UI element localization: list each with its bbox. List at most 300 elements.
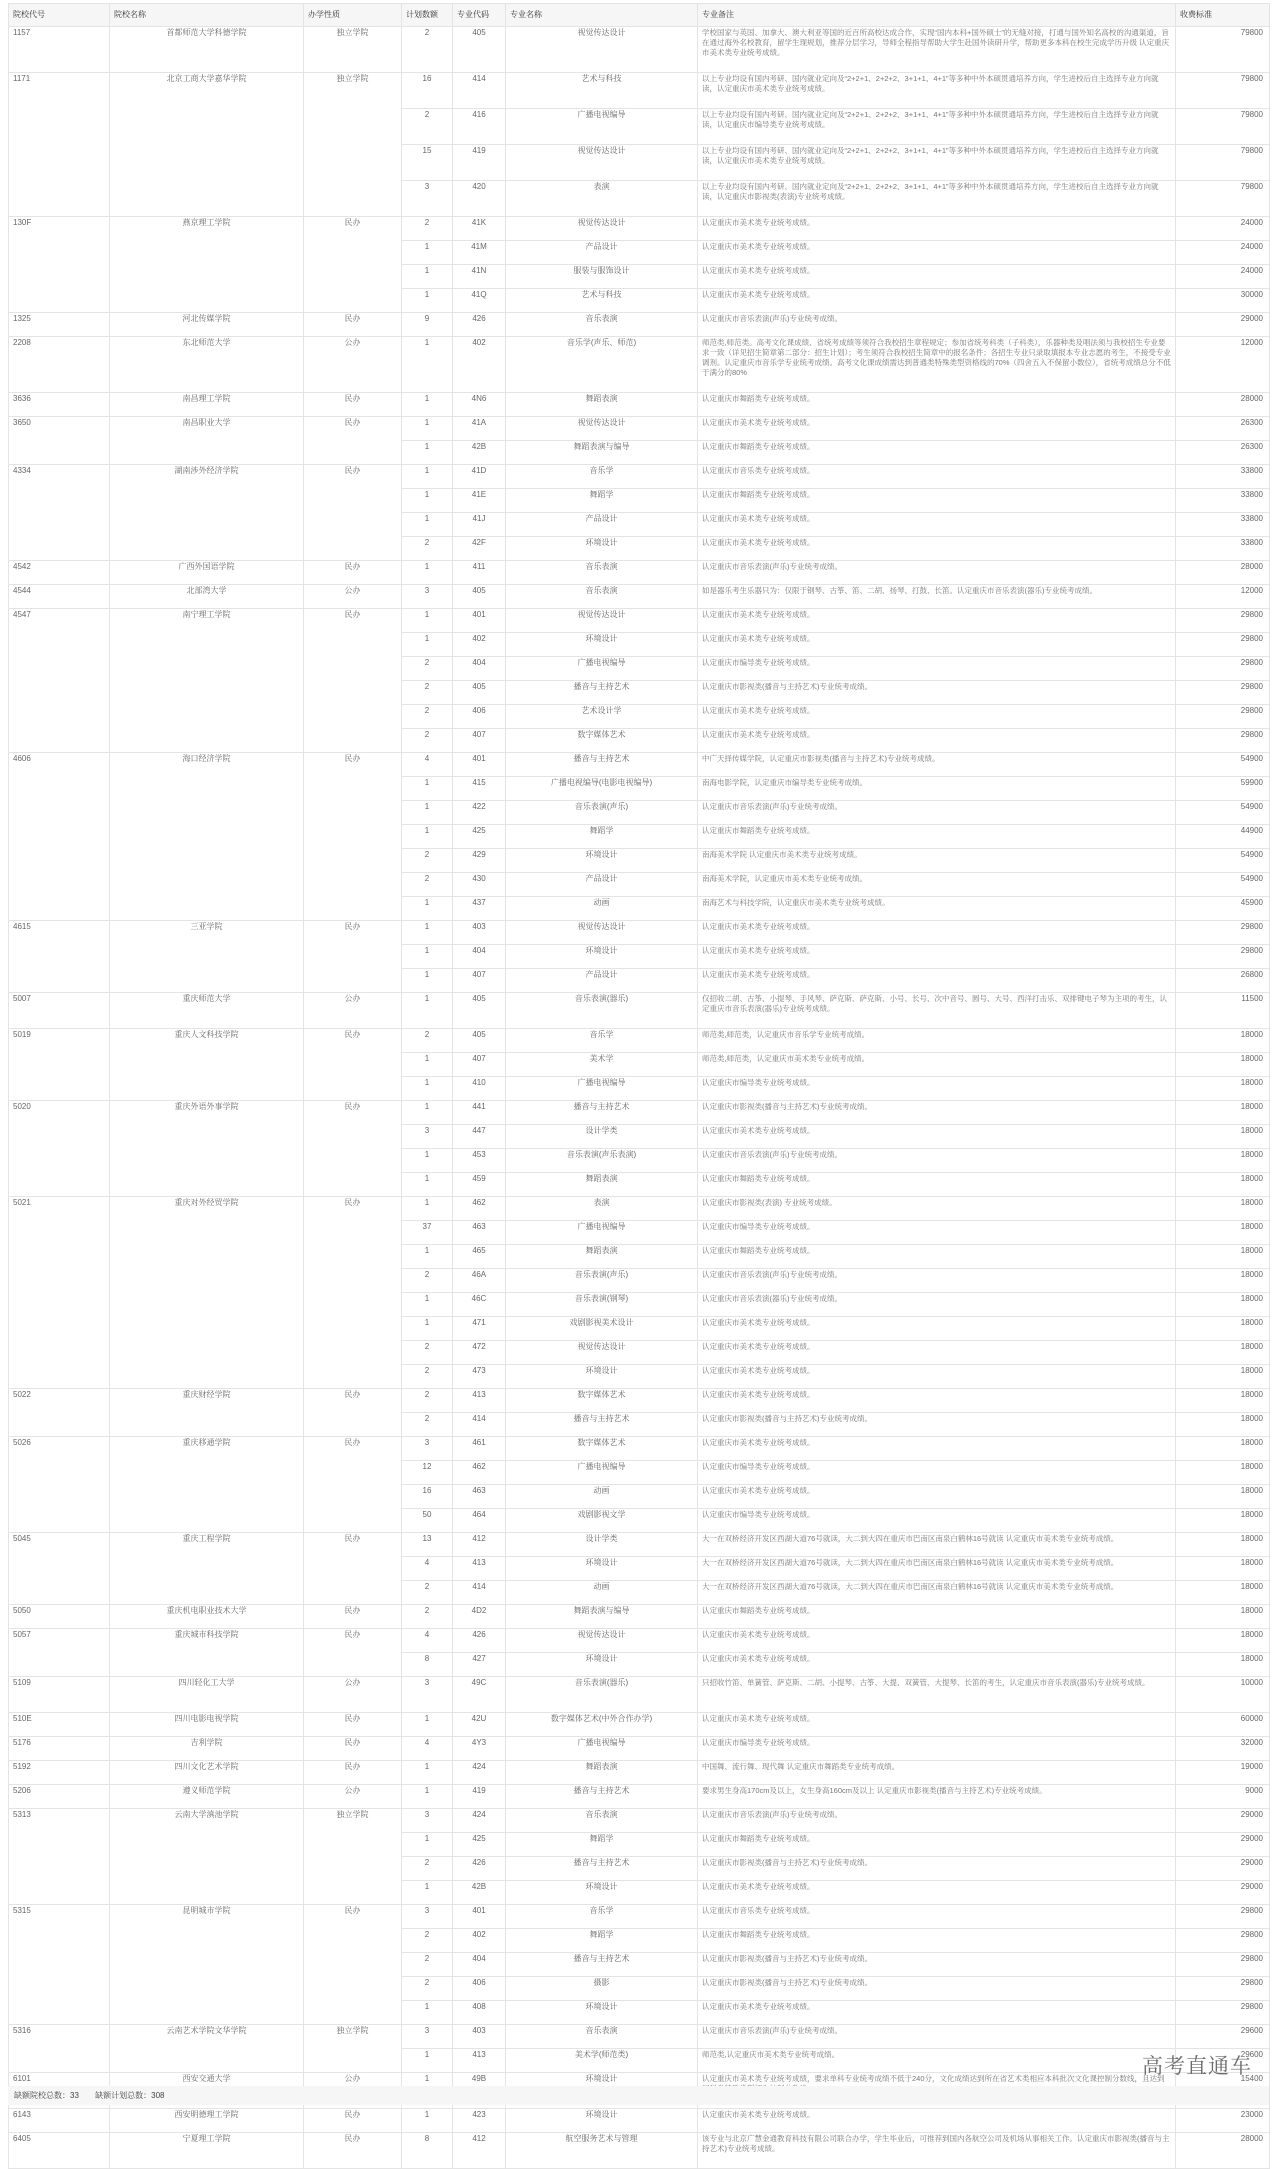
major-note-cell: 认定重庆市影视类(表演) 专业统考成绩。 xyxy=(698,1197,1176,1221)
major-name-cell: 播音与主持艺术 xyxy=(506,681,698,705)
school-nature-cell: 民办 xyxy=(304,2133,402,2169)
major-code-cell: 49B xyxy=(453,2073,506,2109)
plan-count-cell: 2 xyxy=(402,705,453,729)
major-code-cell: 427 xyxy=(453,1653,506,1677)
school-name-cell: 云南艺术学院文华学院 xyxy=(110,2025,304,2073)
school-name-cell: 河北传媒学院 xyxy=(110,313,304,337)
major-name-cell: 戏剧影视文学 xyxy=(506,1509,698,1533)
major-note-cell: 认定重庆市美术类专业统考成绩。 xyxy=(698,969,1176,993)
school-name-cell: 重庆机电职业技术大学 xyxy=(110,1605,304,1629)
major-note-cell: 认定重庆市美术类专业统考成绩。 xyxy=(698,2001,1176,2025)
school-code-cell: 4544 xyxy=(9,585,110,609)
major-note-cell: 认定重庆市舞蹈类专业统考成绩。 xyxy=(698,441,1176,465)
plan-count-cell: 3 xyxy=(402,1809,453,1833)
school-code-cell: 5007 xyxy=(9,993,110,1029)
major-code-cell: 402 xyxy=(453,1929,506,1953)
plan-count-cell: 16 xyxy=(402,1485,453,1509)
major-code-cell: 41N xyxy=(453,265,506,289)
major-name-cell: 产品设计 xyxy=(506,969,698,993)
col-header-plan[interactable]: 计划数额 xyxy=(402,4,453,27)
table-row xyxy=(9,217,1270,241)
school-name-cell: 南宁理工学院 xyxy=(110,609,304,753)
major-note-cell: 认定重庆市影视类(播音与主持艺术)专业统考成绩。 xyxy=(698,1413,1176,1437)
major-code-cell: 42B xyxy=(453,1881,506,1905)
fee-cell: 18000 xyxy=(1176,1533,1270,1557)
fee-cell: 29800 xyxy=(1176,2001,1270,2025)
fee-cell: 79800 xyxy=(1176,73,1270,109)
major-note-cell: 南海电影学院，认定重庆市编导类专业统考成绩。 xyxy=(698,777,1176,801)
fee-cell: 79800 xyxy=(1176,109,1270,145)
school-name-cell: 首都师范大学科德学院 xyxy=(110,27,304,73)
major-name-cell: 音乐表演 xyxy=(506,2025,698,2049)
fee-cell: 23000 xyxy=(1176,2109,1270,2133)
col-header-fee[interactable]: 收费标准 xyxy=(1176,4,1270,27)
fee-cell: 18000 xyxy=(1176,1221,1270,1245)
major-note-cell: 认定重庆市音乐表演(声乐)专业统考成绩。 xyxy=(698,1149,1176,1173)
school-name-cell: 重庆对外经贸学院 xyxy=(110,1197,304,1389)
school-nature-cell: 民办 xyxy=(304,1605,402,1629)
table-row xyxy=(9,1905,1270,1929)
school-code-cell: 5192 xyxy=(9,1761,110,1785)
school-nature-cell: 民办 xyxy=(304,1905,402,2025)
fee-cell: 18000 xyxy=(1176,1653,1270,1677)
major-name-cell: 广播电视编导 xyxy=(506,109,698,145)
major-code-cell: 447 xyxy=(453,1125,506,1149)
major-code-cell: 430 xyxy=(453,873,506,897)
major-code-cell: 405 xyxy=(453,681,506,705)
major-name-cell: 表演 xyxy=(506,181,698,217)
major-code-cell: 419 xyxy=(453,145,506,181)
school-code-cell: 1325 xyxy=(9,313,110,337)
major-name-cell: 环境设计 xyxy=(506,2073,698,2109)
table-row xyxy=(9,393,1270,417)
school-code-cell: 5313 xyxy=(9,1809,110,1905)
major-code-cell: 406 xyxy=(453,1977,506,2001)
major-name-cell: 舞蹈表演 xyxy=(506,393,698,417)
major-name-cell: 播音与主持艺术 xyxy=(506,1101,698,1125)
school-code-cell: 5019 xyxy=(9,1029,110,1101)
fee-cell: 9000 xyxy=(1176,1785,1270,1809)
school-code-cell: 1157 xyxy=(9,27,110,73)
table-row xyxy=(9,1101,1270,1125)
major-code-cell: 426 xyxy=(453,1629,506,1653)
plan-count-cell: 12 xyxy=(402,1461,453,1485)
school-code-cell: 1171 xyxy=(9,73,110,217)
major-code-cell: 402 xyxy=(453,337,506,393)
major-note-cell: 认定重庆市美术类专业统考成绩。 xyxy=(698,513,1176,537)
col-header-major-code[interactable]: 专业代码 xyxy=(453,4,506,27)
fee-cell: 32000 xyxy=(1176,1737,1270,1761)
fee-cell: 29800 xyxy=(1176,633,1270,657)
plan-count-cell: 1 xyxy=(402,1077,453,1101)
major-code-cell: 462 xyxy=(453,1461,506,1485)
school-nature-cell: 独立学院 xyxy=(304,27,402,73)
major-code-cell: 41Q xyxy=(453,289,506,313)
major-code-cell: 403 xyxy=(453,2025,506,2049)
major-name-cell: 数字媒体艺术 xyxy=(506,1437,698,1461)
school-nature-cell: 民办 xyxy=(304,609,402,753)
major-note-cell: 认定重庆市美术类专业统考成绩。 xyxy=(698,1629,1176,1653)
major-code-cell: 403 xyxy=(453,921,506,945)
major-note-cell: 认定重庆市编导类专业统考成绩。 xyxy=(698,1077,1176,1101)
major-code-cell: 401 xyxy=(453,1905,506,1929)
fee-cell: 24000 xyxy=(1176,265,1270,289)
fee-cell: 29000 xyxy=(1176,1881,1270,1905)
fee-cell: 60000 xyxy=(1176,1713,1270,1737)
school-name-cell: 燕京理工学院 xyxy=(110,217,304,313)
major-note-cell: 该专业与北京广慧金通教育科技有限公司联合办学，学生毕业后，可推荐到国内各航空公司及机场从事相关工作。认定重庆市影视类(播音与主持艺术)专业统考成绩。 xyxy=(698,2133,1176,2169)
school-name-cell: 西安交通大学 xyxy=(110,2073,304,2109)
major-name-cell: 设计学类 xyxy=(506,1125,698,1149)
major-note-cell: 认定重庆市音乐类专业统考成绩。 xyxy=(698,1905,1176,1929)
major-code-cell: 453 xyxy=(453,1149,506,1173)
plan-count-cell: 2 xyxy=(402,537,453,561)
vacant-school-count: 缺额院校总数：33 xyxy=(14,2091,79,2100)
major-name-cell: 视觉传达设计 xyxy=(506,609,698,633)
major-name-cell: 音乐表演(钢琴) xyxy=(506,1293,698,1317)
major-note-cell: 认定重庆市美术类专业统考成绩。 xyxy=(698,1485,1176,1509)
major-note-cell: 认定重庆市美术类专业统考成绩。 xyxy=(698,1365,1176,1389)
fee-cell: 28000 xyxy=(1176,2133,1270,2169)
fee-cell: 18000 xyxy=(1176,1269,1270,1293)
col-header-school-name[interactable]: 院校名称 xyxy=(110,4,304,27)
major-code-cell: 401 xyxy=(453,753,506,777)
fee-cell: 28000 xyxy=(1176,561,1270,585)
major-code-cell: 414 xyxy=(453,1413,506,1437)
major-name-cell: 视觉传达设计 xyxy=(506,921,698,945)
fee-cell: 18000 xyxy=(1176,1341,1270,1365)
school-code-cell: 3636 xyxy=(9,393,110,417)
table-row xyxy=(9,1713,1270,1737)
fee-cell: 29800 xyxy=(1176,657,1270,681)
plan-count-cell: 1 xyxy=(402,1713,453,1737)
plan-count-cell: 1 xyxy=(402,465,453,489)
major-note-cell: 认定重庆市编导类专业统考成绩。 xyxy=(698,1461,1176,1485)
major-name-cell: 环境设计 xyxy=(506,1653,698,1677)
school-code-cell: 130F xyxy=(9,217,110,313)
major-code-cell: 407 xyxy=(453,969,506,993)
major-note-cell: 认定重庆市舞蹈类专业统考成绩。 xyxy=(698,1605,1176,1629)
school-nature-cell: 独立学院 xyxy=(304,73,402,217)
fee-cell: 18000 xyxy=(1176,1173,1270,1197)
major-note-cell: 南海美术学院，认定重庆市美术类专业统考成绩。 xyxy=(698,873,1176,897)
fee-cell: 79800 xyxy=(1176,145,1270,181)
fee-cell: 44900 xyxy=(1176,825,1270,849)
school-name-cell: 海口经济学院 xyxy=(110,753,304,921)
major-code-cell: 462 xyxy=(453,1197,506,1221)
plan-count-cell: 1 xyxy=(402,2001,453,2025)
plan-count-cell: 2 xyxy=(402,1029,453,1053)
school-name-cell: 重庆移通学院 xyxy=(110,1437,304,1533)
school-nature-cell: 民办 xyxy=(304,313,402,337)
plan-count-cell: 4 xyxy=(402,1557,453,1581)
major-code-cell: 413 xyxy=(453,1389,506,1413)
plan-count-cell: 1 xyxy=(402,801,453,825)
fee-cell: 26300 xyxy=(1176,417,1270,441)
plan-count-cell: 2 xyxy=(402,873,453,897)
major-name-cell: 环境设计 xyxy=(506,2109,698,2133)
school-name-cell: 宁夏理工学院 xyxy=(110,2133,304,2169)
plan-count-cell: 50 xyxy=(402,1509,453,1533)
fee-cell: 18000 xyxy=(1176,1053,1270,1077)
major-note-cell: 认定重庆市美术类专业统考成绩。 xyxy=(698,633,1176,657)
major-note-cell: 认定重庆市舞蹈类专业统考成绩。 xyxy=(698,1173,1176,1197)
major-code-cell: 425 xyxy=(453,825,506,849)
plan-count-cell: 2 xyxy=(402,681,453,705)
fee-cell: 18000 xyxy=(1176,1245,1270,1269)
major-code-cell: 437 xyxy=(453,897,506,921)
major-name-cell: 视觉传达设计 xyxy=(506,1629,698,1653)
major-name-cell: 广播电视编导 xyxy=(506,657,698,681)
fee-cell: 18000 xyxy=(1176,1365,1270,1389)
fee-cell: 12000 xyxy=(1176,337,1270,393)
major-code-cell: 42F xyxy=(453,537,506,561)
major-name-cell: 播音与主持艺术 xyxy=(506,1857,698,1881)
major-code-cell: 4D2 xyxy=(453,1605,506,1629)
major-note-cell: 认定重庆市美术类专业统考成绩。 xyxy=(698,241,1176,265)
plan-count-cell: 2 xyxy=(402,1977,453,2001)
major-note-cell: 认定重庆市编导类专业统考成绩。 xyxy=(698,1509,1176,1533)
summary-footer xyxy=(8,2086,1269,2105)
plan-count-cell: 1 xyxy=(402,289,453,313)
major-code-cell: 413 xyxy=(453,2049,506,2073)
major-code-cell: 471 xyxy=(453,1317,506,1341)
watermark-logo: 高考直通车 xyxy=(1142,2054,1252,2078)
major-note-cell: 认定重庆市影视类(播音与主持艺术)专业统考成绩。 xyxy=(698,1953,1176,1977)
fee-cell: 29000 xyxy=(1176,1833,1270,1857)
plan-count-cell: 1 xyxy=(402,1833,453,1857)
major-code-cell: 413 xyxy=(453,1557,506,1581)
major-note-cell: 认定重庆市音乐表演(声乐)专业统考成绩。 xyxy=(698,313,1176,337)
school-nature-cell: 公办 xyxy=(304,585,402,609)
major-code-cell: 406 xyxy=(453,705,506,729)
fee-cell: 18000 xyxy=(1176,1461,1270,1485)
fee-cell: 29600 xyxy=(1176,2049,1270,2073)
table-row xyxy=(9,585,1270,609)
col-header-note[interactable]: 专业备注 xyxy=(698,4,1176,27)
major-name-cell: 广播电视编导 xyxy=(506,1737,698,1761)
major-code-cell: 473 xyxy=(453,1365,506,1389)
table-body xyxy=(9,27,1270,2169)
major-code-cell: 464 xyxy=(453,1509,506,1533)
plan-count-cell: 8 xyxy=(402,2133,453,2169)
major-code-cell: 472 xyxy=(453,1341,506,1365)
major-note-cell: 认定重庆市舞蹈类专业统考成绩。 xyxy=(698,489,1176,513)
school-name-cell: 重庆师范大学 xyxy=(110,993,304,1029)
major-note-cell: 如是器乐考生乐器只为：仅限于钢琴、古筝、笛、二胡、扬琴、打鼓、长笛。认定重庆市音乐表演(器乐)专业统考成绩。 xyxy=(698,585,1176,609)
fee-cell: 29800 xyxy=(1176,609,1270,633)
school-code-cell: 4334 xyxy=(9,465,110,561)
major-note-cell: 以上专业均设有国内考研、国内就业定向及“2+2+1、2+2+2、3+1+1、4+1”等多种中外本硕贯通培养方向，学生进校后自主选择专业方向就读，认定重庆市编导类专业统考成绩。 xyxy=(698,109,1176,145)
fee-cell: 59900 xyxy=(1176,777,1270,801)
major-name-cell: 航空服务艺术与管理 xyxy=(506,2133,698,2169)
plan-count-cell: 1 xyxy=(402,1173,453,1197)
major-name-cell: 视觉传达设计 xyxy=(506,217,698,241)
major-note-cell: 认定重庆市美术类专业统考成绩。 xyxy=(698,417,1176,441)
plan-count-cell: 2 xyxy=(402,1413,453,1437)
major-name-cell: 摄影 xyxy=(506,1977,698,2001)
fee-cell: 19000 xyxy=(1176,1761,1270,1785)
table-row xyxy=(9,417,1270,441)
school-code-cell: 3650 xyxy=(9,417,110,465)
plan-count-cell: 15 xyxy=(402,145,453,181)
fee-cell: 29800 xyxy=(1176,681,1270,705)
plan-count-cell: 16 xyxy=(402,73,453,109)
fee-cell: 54900 xyxy=(1176,801,1270,825)
school-code-cell: 4615 xyxy=(9,921,110,993)
major-note-cell: 认定重庆市美术类专业统考成绩。 xyxy=(698,609,1176,633)
plan-count-cell: 1 xyxy=(402,1761,453,1785)
school-name-cell: 重庆城市科技学院 xyxy=(110,1629,304,1677)
major-name-cell: 舞蹈学 xyxy=(506,489,698,513)
major-code-cell: 41A xyxy=(453,417,506,441)
major-note-cell: 认定重庆市舞蹈类专业统考成绩。 xyxy=(698,825,1176,849)
major-code-cell: 4N6 xyxy=(453,393,506,417)
major-note-cell: 师范类,师范类，认定重庆市美术类专业统考成绩。 xyxy=(698,1053,1176,1077)
major-name-cell: 数字媒体艺术 xyxy=(506,1389,698,1413)
school-nature-cell: 公办 xyxy=(304,993,402,1029)
major-code-cell: 426 xyxy=(453,1857,506,1881)
plan-count-cell: 1 xyxy=(402,393,453,417)
plan-count-cell: 1 xyxy=(402,969,453,993)
plan-count-cell: 1 xyxy=(402,265,453,289)
table-row xyxy=(9,1605,1270,1629)
major-code-cell: 420 xyxy=(453,181,506,217)
plan-count-cell: 37 xyxy=(402,1221,453,1245)
major-note-cell: 认定重庆市美术类专业统考成绩。 xyxy=(698,945,1176,969)
major-note-cell: 南海艺术与科技学院，认定重庆市美术类专业统考成绩。 xyxy=(698,897,1176,921)
major-note-cell: 师范类,认定重庆市美术类专业统考成绩。 xyxy=(698,2049,1176,2073)
fee-cell: 33800 xyxy=(1176,513,1270,537)
school-code-cell: 5176 xyxy=(9,1737,110,1761)
school-name-cell: 重庆财经学院 xyxy=(110,1389,304,1437)
major-note-cell: 认定重庆市美术类专业统考成绩。 xyxy=(698,1341,1176,1365)
major-code-cell: 41J xyxy=(453,513,506,537)
fee-cell: 18000 xyxy=(1176,1413,1270,1437)
major-name-cell: 舞蹈表演与编导 xyxy=(506,1605,698,1629)
major-code-cell: 41K xyxy=(453,217,506,241)
major-name-cell: 音乐表演(器乐) xyxy=(506,1677,698,1713)
major-code-cell: 4Y3 xyxy=(453,1737,506,1761)
school-code-cell: 6143 xyxy=(9,2109,110,2133)
major-name-cell: 播音与主持艺术 xyxy=(506,1953,698,1977)
fee-cell: 18000 xyxy=(1176,1485,1270,1509)
fee-cell: 29800 xyxy=(1176,921,1270,945)
major-code-cell: 402 xyxy=(453,633,506,657)
school-name-cell: 南昌职业大学 xyxy=(110,417,304,465)
fee-cell: 33800 xyxy=(1176,537,1270,561)
plan-count-cell: 2 xyxy=(402,1953,453,1977)
plan-count-cell: 1 xyxy=(402,441,453,465)
major-name-cell: 音乐表演 xyxy=(506,313,698,337)
major-name-cell: 音乐表演(声乐) xyxy=(506,801,698,825)
major-name-cell: 艺术设计学 xyxy=(506,705,698,729)
major-code-cell: 441 xyxy=(453,1101,506,1125)
major-name-cell: 视觉传达设计 xyxy=(506,27,698,73)
major-note-cell: 认定重庆市舞蹈类专业统考成绩。 xyxy=(698,1833,1176,1857)
major-name-cell: 动画 xyxy=(506,1485,698,1509)
fee-cell: 18000 xyxy=(1176,1077,1270,1101)
major-name-cell: 产品设计 xyxy=(506,873,698,897)
table-row xyxy=(9,1677,1270,1713)
major-note-cell: 认定重庆市舞蹈类专业统考成绩。 xyxy=(698,1245,1176,1269)
plan-count-cell: 1 xyxy=(402,945,453,969)
school-name-cell: 云南大学滇池学院 xyxy=(110,1809,304,1905)
plan-count-cell: 1 xyxy=(402,993,453,1029)
school-name-cell: 四川文化艺术学院 xyxy=(110,1761,304,1785)
school-nature-cell: 民办 xyxy=(304,2109,402,2133)
school-name-cell: 重庆工程学院 xyxy=(110,1533,304,1605)
plan-count-cell: 4 xyxy=(402,753,453,777)
major-code-cell: 412 xyxy=(453,1533,506,1557)
plan-count-cell: 2 xyxy=(402,1605,453,1629)
major-name-cell: 广播电视编导 xyxy=(506,1221,698,1245)
plan-count-cell: 4 xyxy=(402,1629,453,1653)
major-name-cell: 表演 xyxy=(506,1197,698,1221)
plan-count-cell: 2 xyxy=(402,729,453,753)
major-code-cell: 424 xyxy=(453,1809,506,1833)
major-name-cell: 视觉传达设计 xyxy=(506,417,698,441)
major-code-cell: 425 xyxy=(453,1833,506,1857)
major-code-cell: 42B xyxy=(453,441,506,465)
col-header-nature[interactable]: 办学性质 xyxy=(304,4,402,27)
col-header-school-code[interactable]: 院校代号 xyxy=(9,4,110,27)
plan-count-cell: 2 xyxy=(402,217,453,241)
major-name-cell: 产品设计 xyxy=(506,241,698,265)
major-name-cell: 音乐学 xyxy=(506,1029,698,1053)
school-nature-cell: 公办 xyxy=(304,337,402,393)
school-nature-cell: 独立学院 xyxy=(304,1809,402,1905)
table-row xyxy=(9,993,1270,1029)
plan-count-cell: 1 xyxy=(402,1149,453,1173)
major-code-cell: 414 xyxy=(453,73,506,109)
major-code-cell: 415 xyxy=(453,777,506,801)
major-note-cell: 认定重庆市美术类专业统考成绩。 xyxy=(698,1389,1176,1413)
table-row xyxy=(9,1761,1270,1785)
major-note-cell: 认定重庆市美术类专业统考成绩。 xyxy=(698,1653,1176,1677)
plan-count-cell: 3 xyxy=(402,1437,453,1461)
school-name-cell: 昆明城市学院 xyxy=(110,1905,304,2025)
major-code-cell: 404 xyxy=(453,657,506,681)
table-row xyxy=(9,2025,1270,2049)
plan-count-cell: 2 xyxy=(402,1269,453,1293)
plan-count-cell: 2 xyxy=(402,1581,453,1605)
major-code-cell: 41D xyxy=(453,465,506,489)
col-header-major-name[interactable]: 专业名称 xyxy=(506,4,698,27)
major-note-cell: 认定重庆市编导类专业统考成绩。 xyxy=(698,657,1176,681)
major-code-cell: 410 xyxy=(453,1077,506,1101)
major-code-cell: 414 xyxy=(453,1581,506,1605)
major-name-cell: 播音与主持艺术 xyxy=(506,1413,698,1437)
major-name-cell: 舞蹈表演与编导 xyxy=(506,441,698,465)
table-row xyxy=(9,1629,1270,1653)
major-note-cell: 认定重庆市美术类专业统考成绩。 xyxy=(698,289,1176,313)
school-nature-cell: 民办 xyxy=(304,1533,402,1605)
major-name-cell: 环境设计 xyxy=(506,1881,698,1905)
plan-count-cell: 1 xyxy=(402,2073,453,2109)
plan-count-cell: 1 xyxy=(402,921,453,945)
fee-cell: 29000 xyxy=(1176,1809,1270,1833)
fee-cell: 29800 xyxy=(1176,1905,1270,1929)
major-note-cell: 认定重庆市美术类专业统考成绩，要求单科专业统考成绩不低于240分，文化成绩达到所在省艺术类相应本科批次文化课控制分数线，且达到 xyxy=(698,2073,1176,2109)
school-nature-cell: 公办 xyxy=(304,1785,402,1809)
major-code-cell: 411 xyxy=(453,561,506,585)
fee-cell: 18000 xyxy=(1176,1509,1270,1533)
major-code-cell: 412 xyxy=(453,2133,506,2169)
major-note-cell: 师范类,师范类，认定重庆市音乐学专业统考成绩。 xyxy=(698,1029,1176,1053)
table-row xyxy=(9,337,1270,393)
school-nature-cell: 民办 xyxy=(304,561,402,585)
